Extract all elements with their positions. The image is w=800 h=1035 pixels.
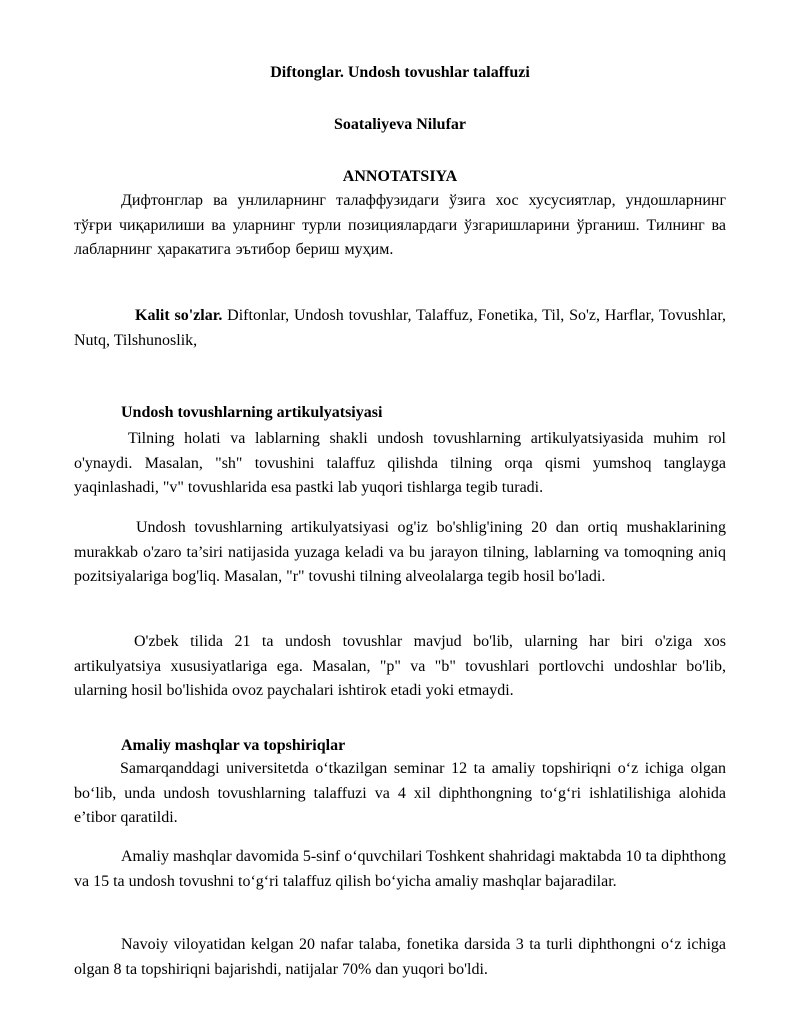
annotation-heading: ANNOTATSIYA [342,168,458,185]
articulation-paragraph-2: Undosh tovushlarning artikulyatsiyasi og'iz bo'shlig'ining 20 dan ortiq mushaklarining murakkab o'zaro ta’siri natijasida yuzaga keladi va bu jarayon tilning, lablarning va tomoqning aniq pozitsiyalariga bog'liq. Masalan, "r" tovushi tilning alveolalarga tegib hosil bo'ladi. [74,519,726,585]
keywords-label: Kalit so'zlar. [135,307,223,324]
articulation-paragraph-1: Tilning holati va lablarning shakli undosh tovushlarning artikulyatsiyasida muhim rol o'ynaydi. Masalan, "sh" tovushini talaffuz qilishda tilning orqa qismi yumshoq tanglayga yaqinlashadi, "v" tovushlarida esa pastki lab yuqori tishlarga tegib turadi. [74,430,726,496]
section-heading-articulation: Undosh tovushlarning artikulyatsiyasi [121,404,383,421]
keywords-list: Diftonlar, Undosh tovushlar, Talaffuz, Fonetika, Til, So'z, Harflar, Tovushlar, Nutq, Tilshunoslik, [74,307,727,349]
section-heading-exercises: Amaliy mashqlar va topshiriqlar [121,737,346,754]
author-name: Soataliyeva Nilufar [334,116,466,133]
document-title: Diftonglar. Undosh tovushlar talaffuzi [270,64,530,81]
exercises-paragraph-3: Navoiy viloyatidan kelgan 20 nafar talaba, fonetika darsida 3 ta turli diphthongni o‘z ichiga olgan 8 ta topshiriqni bajarishdi, natijalar 70% dan yuqori bo'ldi. [74,936,726,978]
annotation-text: Дифтонглар ва унлиларнинг талаффузидаги ўзига хос хусусиятлар, ундошларнинг тўғри чиқарилиши ва уларнинг турли позициялардаги ўзгаришларини ўрганиш. Тилнинг ва лабларнинг ҳаракатига эътибор бериш муҳим. [74,192,726,258]
articulation-paragraph-3: O'zbek tilida 21 ta undosh tovushlar mavjud bo'lib, ularning har biri o'ziga xos artikulyatsiya xususiyatlariga ega. Masalan, "p" va "b" tovushlari portlovchi undoshlar bo'lib, ularning hosil bo'lishida ovoz paychalari ishtirok etadi yoki etmaydi. [74,633,726,699]
exercises-paragraph-2: Amaliy mashqlar davomida 5-sinf o‘quvchilari Toshkent shahridagi maktabda 10 ta diphthong va 15 ta undosh tovushni to‘g‘ri talaffuz qilish bo‘yicha amaliy mashqlar bajaradilar. [74,848,726,890]
keywords-paragraph [74,304,726,353]
exercises-paragraph-1: Samarqanddagi universitetda o‘tkazilgan seminar 12 ta amaliy topshiriqni o‘z ichiga olgan bo‘lib, unda undosh tovushlarning talaffuzi va 4 xil diphthongning to‘g‘ri ishlatilishiga alohida e’tibor qaratildi. [74,760,726,826]
